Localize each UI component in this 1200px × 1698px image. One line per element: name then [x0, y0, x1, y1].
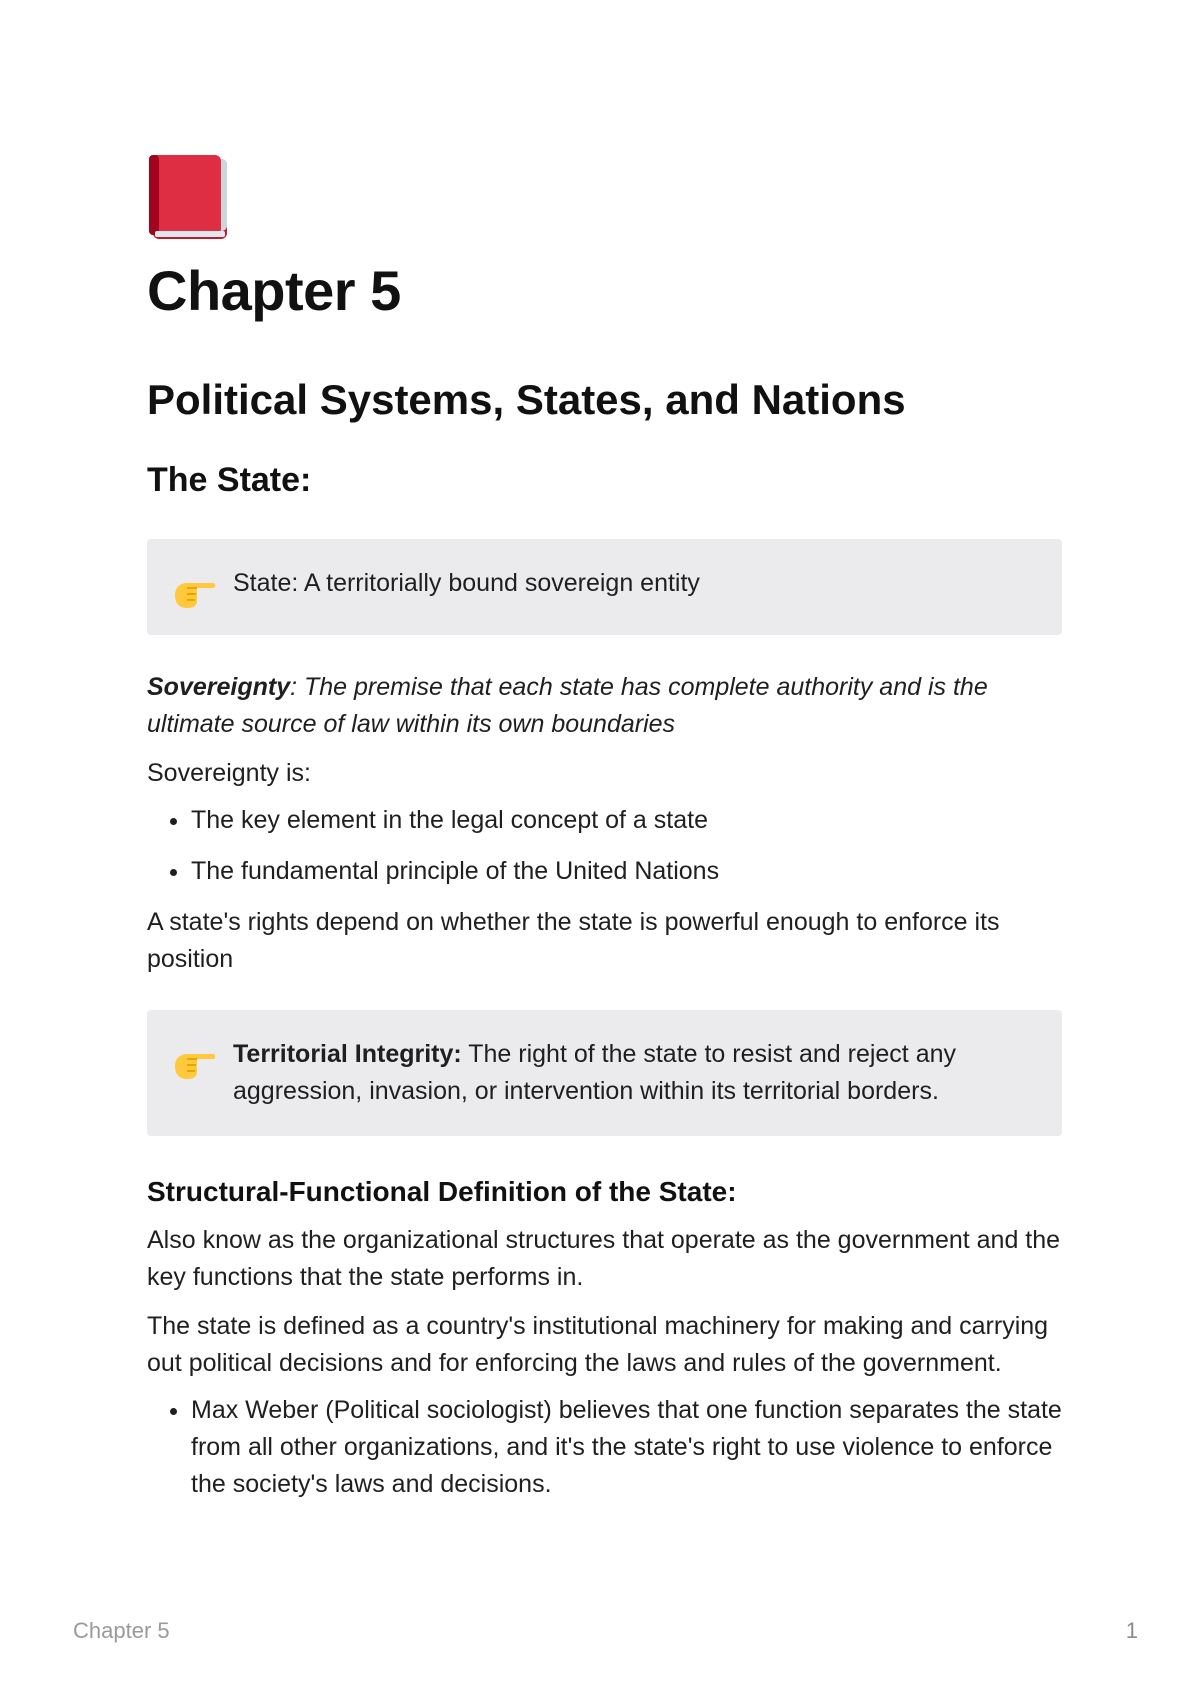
structural-paragraph-1: Also know as the organizational structures that operate as the government and the key functions that the state performs in. — [147, 1226, 1061, 1291]
state-callout — [147, 539, 1062, 635]
section-heading: Political Systems, States, and Nations — [147, 376, 906, 423]
pointing-hand-icon — [173, 1046, 217, 1080]
territorial-integrity-text: The right of the state to resist and reject any aggression, invasion, or intervention within its territorial borders. — [233, 1040, 957, 1105]
state-heading: The State: — [147, 461, 312, 499]
sovereignty-term: Sovereignty — [147, 673, 291, 701]
sovereignty-definition — [147, 669, 1062, 743]
territorial-integrity-callout — [147, 1010, 1062, 1136]
territorial-integrity-definition — [233, 1036, 1034, 1110]
page-title: Chapter 5 — [147, 259, 401, 322]
sovereignty-list — [147, 802, 1062, 890]
page-content — [147, 155, 1062, 1517]
sovereignty-text: : The premise that each state has complete authority and is the ultimate source of law within its own boundaries — [147, 673, 988, 738]
pointing-hand-icon — [173, 575, 217, 609]
structural-heading: Structural-Functional Definition of the State: — [147, 1176, 737, 1207]
weber-list — [147, 1392, 1062, 1503]
footer-title: Chapter 5 — [73, 1618, 170, 1643]
state-definition: State: A territorially bound sovereign entity — [233, 569, 700, 597]
structural-paragraph-2: The state is defined as a country's institutional machinery for making and carrying out political decisions and for enforcing the laws and rules of the government. — [147, 1312, 1049, 1377]
list-item: • Max Weber (Political sociologist) believes that one function separates the state from all other organizations, and it's the state's right to use violence to enforce the society's laws and decisions. — [191, 1392, 1062, 1503]
list-item: • The key element in the legal concept of a state — [191, 802, 1062, 839]
territorial-integrity-term: Territorial Integrity: — [233, 1040, 462, 1068]
sovereignty-is-label: Sovereignty is: — [147, 759, 311, 787]
rights-paragraph: A state's rights depend on whether the state is powerful enough to enforce its position — [147, 908, 1000, 973]
closed-red-book-icon — [147, 155, 231, 241]
list-item: • The fundamental principle of the United Nations — [191, 853, 1062, 890]
page-number: 1 — [1125, 1618, 1138, 1643]
